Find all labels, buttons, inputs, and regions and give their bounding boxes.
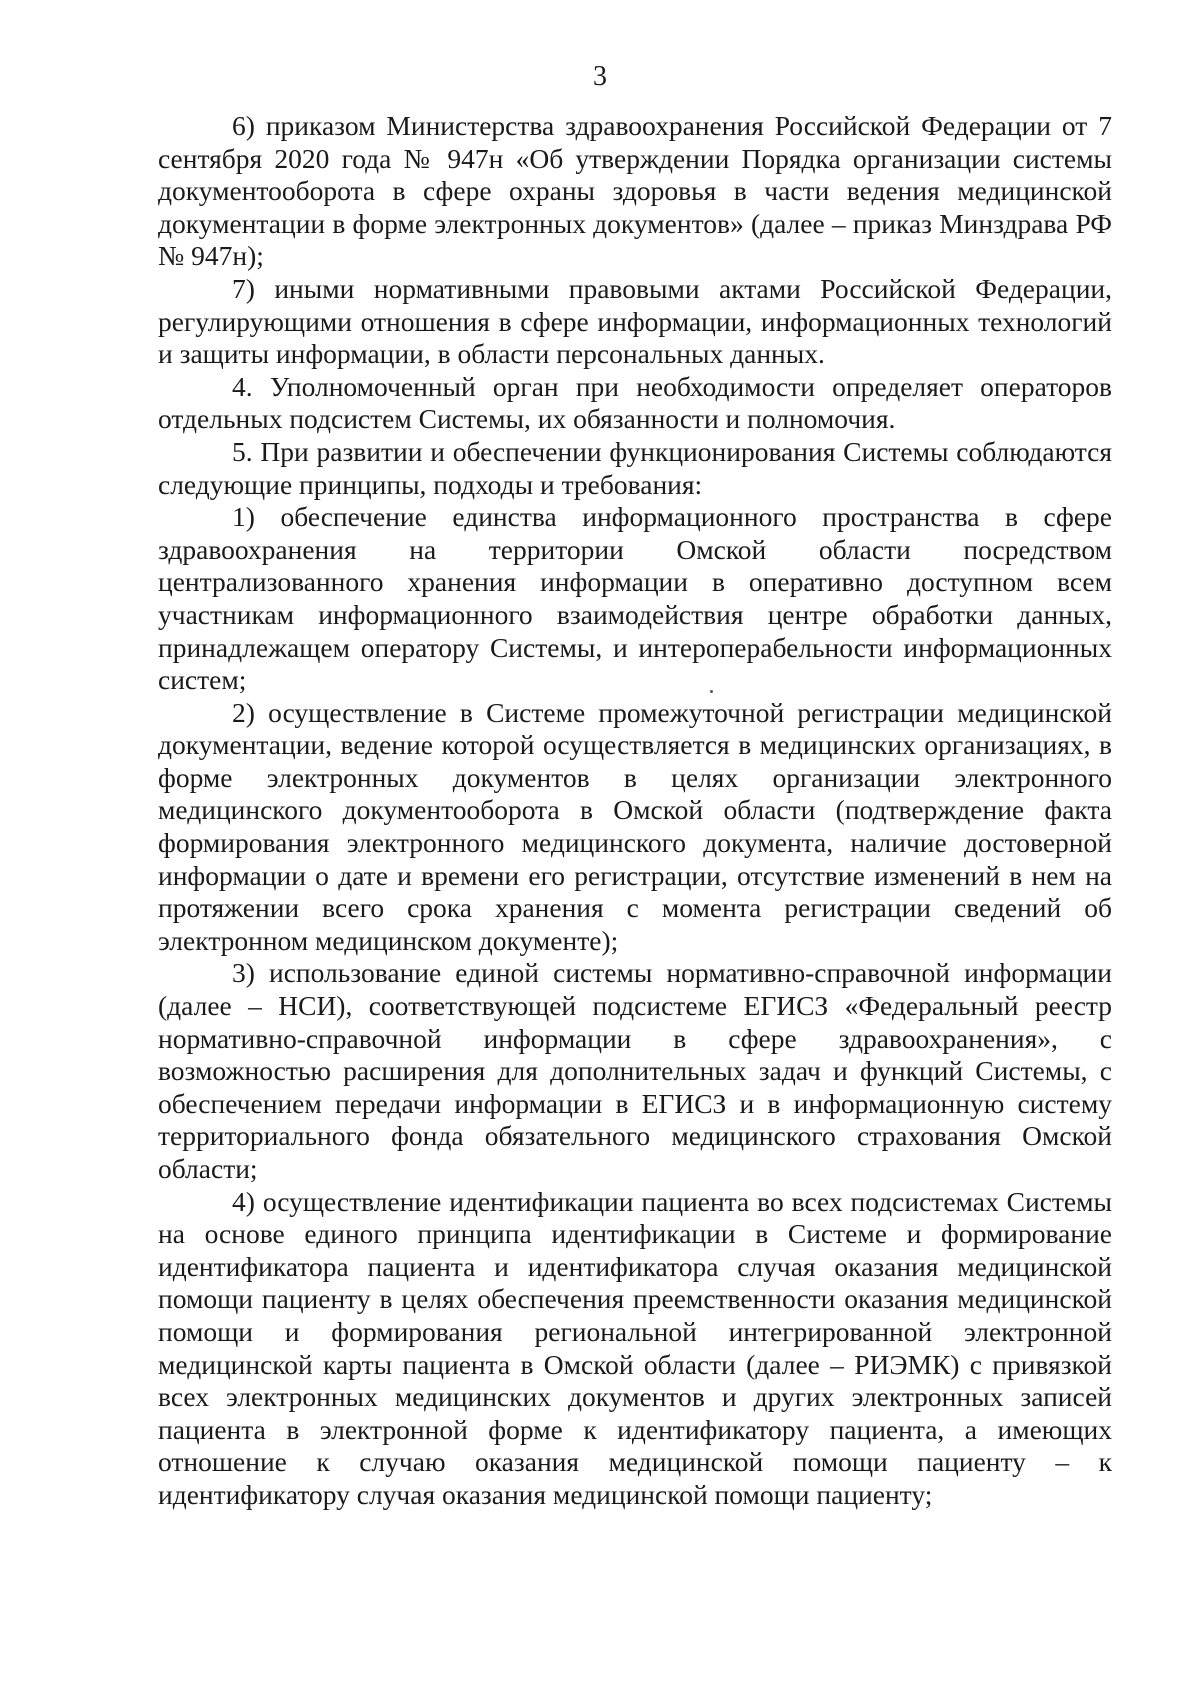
paragraph-item-7: 7) иными нормативными правовыми актами Российской Федерации, регулирующими отношения в сфере информации, информационных технологий и защиты информации, в области персональных данных. bbox=[158, 272, 1112, 370]
paragraph-clause-4: 4. Уполномоченный орган при необходимости определяет операторов отдельных подсистем Системы, их обязанности и полномочия. bbox=[158, 370, 1112, 435]
paragraph-principle-2: 2) осуществление в Системе промежуточной регистрации медицинской документации, ведение которой осуществляется в медицинских организациях, в форме электронных документов в целях организации электронного медицинского документооборота в Омской области (подтверждение факта формирования электронного медицинского документа, наличие достоверной информации о дате и времени его регистрации, отсутствие изменений в нем на протяжении всего срока хранения с момента регистрации сведений об электронном медицинском документе); bbox=[158, 696, 1112, 956]
paragraph-principle-1: 1) обеспечение единства информационного пространства в сфере здравоохранения на территории Омской области посредством централизованного хранения информации в оперативно доступном всем участникам информационного взаимодействия центре обработки данных, принадлежащем оператору Системы, и интероперабельности информационных систем; bbox=[158, 501, 1112, 696]
page-number: 3 bbox=[593, 61, 607, 92]
paragraph-principle-3: 3) использование единой системы нормативно-справочной информации (далее – НСИ), соответствующей подсистеме ЕГИСЗ «Федеральный реестр нормативно-справочной информации в сфере здравоохранения», с возможностью расширения для дополнительных задач и функций Системы, с обеспечением передачи информации в ЕГИСЗ и в информационную систему территориального фонда обязательного медицинского страхования Омской области; bbox=[158, 957, 1112, 1184]
paragraph-principle-4: 4) осуществление идентификации пациента во всех подсистемах Системы на основе единого принципа идентификации в Системе и формирование идентификатора пациента и идентификатора случая оказания медицинской помощи пациенту в целях обеспечения преемственности оказания медицинской помощи и формирования региональной интегрированной электронной медицинской карты пациента в Омской области (далее – РИЭМК) с привязкой всех электронных медицинских документов и других электронных записей пациента в электронной форме к идентификатору пациента, а имеющих отношение к случаю оказания медицинской помощи пациенту – к идентификатору случая оказания медицинской помощи пациенту; bbox=[158, 1185, 1112, 1510]
paragraph-clause-5: 5. При развитии и обеспечении функционирования Системы соблюдаются следующие принципы, подходы и требования: bbox=[158, 435, 1112, 500]
document-body bbox=[158, 110, 1112, 1512]
scan-artifact-dot bbox=[710, 690, 713, 693]
paragraph-item-6: 6) приказом Министерства здравоохранения Российской Федерации от 7 сентября 2020 года № 947н «Об утверждении Порядка организации системы документооборота в сфере охраны здоровья в части ведения медицинской документации в форме электронных документов» (далее – приказ Минздрава РФ № 947н); bbox=[158, 110, 1112, 272]
